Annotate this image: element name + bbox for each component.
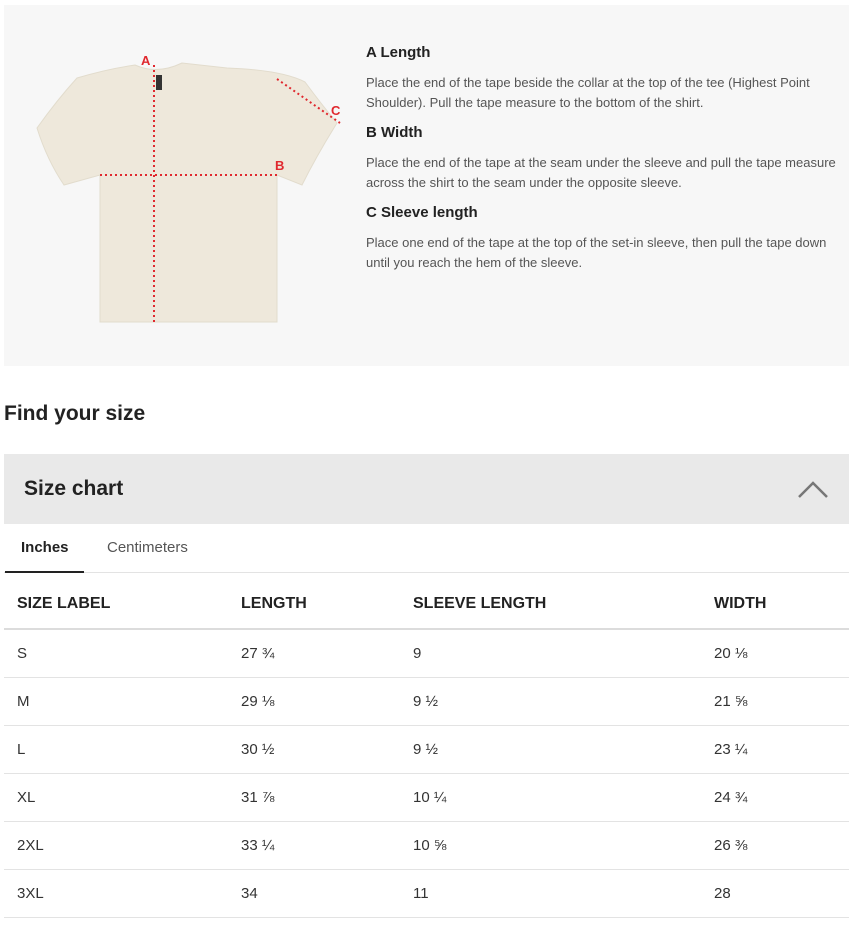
table-header-row [4,580,849,630]
instruction-width [366,123,836,193]
width-cell: 28 [714,885,731,902]
column-header-sleeve-length: SLEEVE LENGTH [413,595,547,612]
table-row [4,774,849,822]
width-cell: 26 ⅜ [714,837,748,854]
width-cell: 23 ¼ [714,741,748,758]
table-row [4,726,849,774]
column-header-length: LENGTH [241,595,307,612]
length-cell: 30 ½ [241,741,275,758]
length-cell: 29 ⅛ [241,693,275,710]
size-label-cell: M [17,693,30,710]
size-label-cell: 2XL [17,837,44,854]
size-table [4,580,849,918]
column-header-size-label: SIZE LABEL [17,595,111,612]
width-cell: 20 ⅛ [714,645,748,662]
sleeve-length-cell: 9 ½ [413,693,439,710]
length-cell: 27 ¾ [241,645,275,662]
table-row [4,822,849,870]
sleeve-length-cell: 9 [413,645,422,662]
instruction-title: B Width [366,124,423,141]
size-label-cell: L [17,741,26,758]
instruction-text: Place the end of the tape at the seam under the sleeve and pull the tape measure across the shirt to the seam under the opposite sleeve. [366,155,836,190]
sleeve-length-cell: 10 ¼ [413,789,447,806]
instruction-text: Place the end of the tape beside the collar at the top of the tee (Highest Point Shoulder). Pull the tape measure to the bottom of the shirt. [366,75,810,110]
length-cell: 34 [241,885,258,902]
width-cell: 21 ⅝ [714,693,748,710]
size-chart-accordion-header[interactable] [4,454,849,524]
size-chart-title: Size chart [24,477,124,500]
chevron-up-icon[interactable] [797,474,829,504]
size-label-cell: 3XL [17,885,44,902]
tab-inches[interactable]: Inches [5,524,84,573]
diagram-label-a: A [141,53,151,68]
tshirt-diagram [32,45,344,330]
instruction-title: C Sleeve length [366,204,478,221]
neck-tag [156,75,162,90]
sleeve-length-cell: 11 [413,885,429,902]
size-label-cell: XL [17,789,36,806]
measurement-guide [4,5,849,366]
width-cell: 24 ¾ [714,789,748,806]
diagram-label-c: C [331,103,341,118]
measure-instructions [366,43,836,283]
unit-tabs [4,524,849,573]
instruction-text: Place one end of the tape at the top of the set-in sleeve, then pull the tape down until you reach the hem of the sleeve. [366,235,827,270]
table-row [4,678,849,726]
tshirt-shape [37,63,337,322]
instruction-sleeve-length [366,203,836,273]
sleeve-length-cell: 9 ½ [413,741,439,758]
tab-centimeters[interactable]: Centimeters [107,539,188,556]
table-row [4,630,849,678]
instruction-title: A Length [366,44,431,61]
length-cell: 31 ⅞ [241,789,275,806]
instruction-length [366,43,836,113]
diagram-label-b: B [275,158,285,173]
size-label-cell: S [17,645,28,662]
table-row [4,870,849,918]
length-cell: 33 ¼ [241,837,275,854]
column-header-width: WIDTH [714,595,767,612]
find-your-size-heading: Find your size [4,402,146,425]
sleeve-length-cell: 10 ⅝ [413,837,447,854]
